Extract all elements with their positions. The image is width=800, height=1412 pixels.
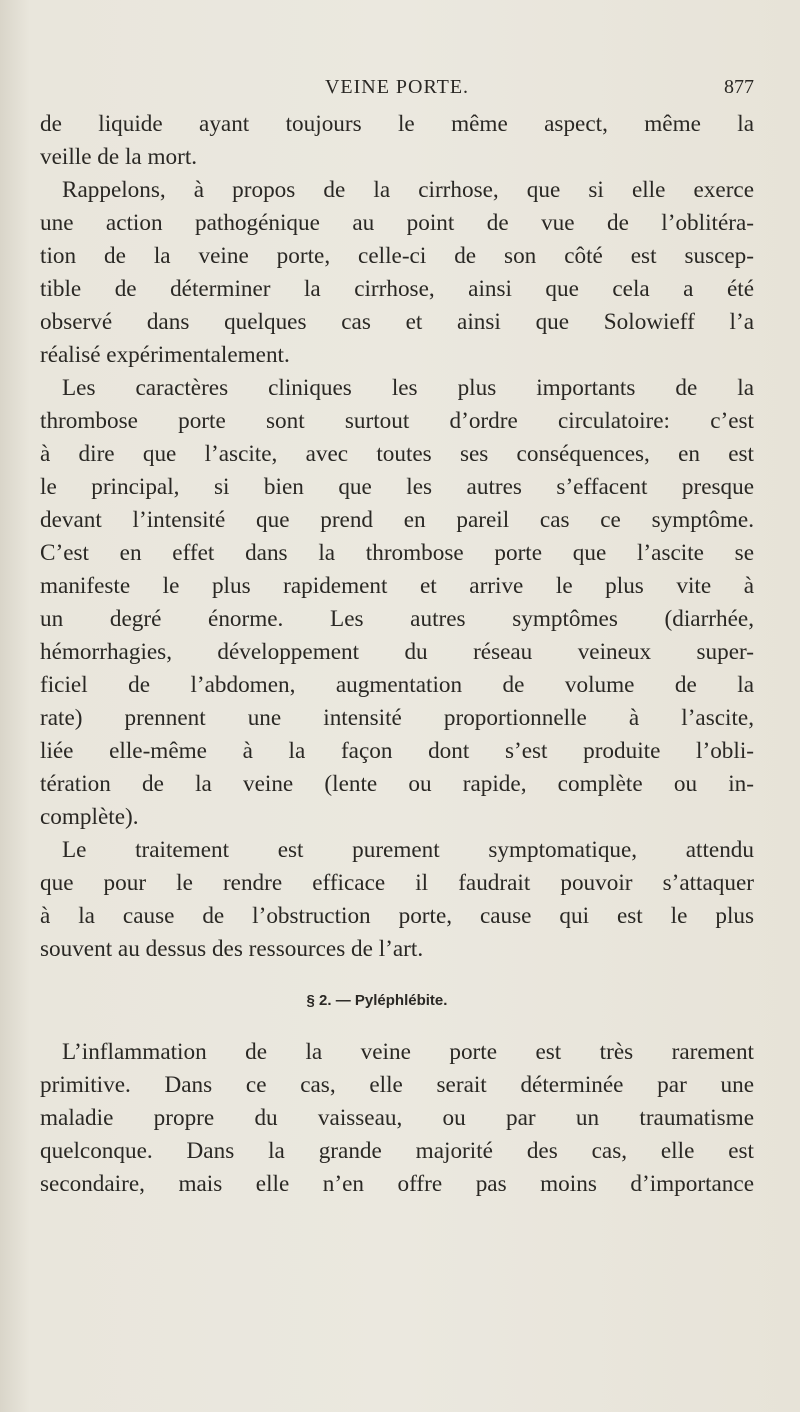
text-line: L’inflammation de la veine porte est très rarement (62, 1039, 754, 1065)
text-line: complète). (40, 804, 139, 830)
text-line: tération de la veine (lente ou rapide, complète ou in- (40, 771, 754, 797)
text-line: observé dans quelques cas et ainsi que Solowieff l’a (40, 309, 754, 335)
text-line: maladie propre du vaisseau, ou par un traumatisme (40, 1105, 754, 1131)
section-heading: § 2. — Pyléphlébite. (306, 992, 448, 1009)
text-line: tion de la veine porte, celle-ci de son côté est suscep- (40, 243, 754, 269)
text-line: une action pathogénique au point de vue de l’oblitéra- (40, 210, 754, 236)
text-line: ficiel de l’abdomen, augmentation de volume de la (40, 672, 754, 698)
text-line: manifeste le plus rapidement et arrive le plus vite à (40, 573, 754, 599)
text-line: rate) prennent une intensité proportionnelle à l’ascite, (40, 705, 754, 731)
text-line: veille de la mort. (40, 144, 198, 170)
text-line: tible de déterminer la cirrhose, ainsi que cela a été (40, 276, 754, 302)
text-line: thrombose porte sont surtout d’ordre circulatoire: c’est (40, 408, 754, 434)
text-line: à dire que l’ascite, avec toutes ses conséquences, en est (40, 441, 754, 467)
text-line: souvent au dessus des ressources de l’art. (40, 936, 424, 962)
text-line: primitive. Dans ce cas, elle serait déterminée par une (40, 1072, 754, 1098)
text-line: Rappelons, à propos de la cirrhose, que si elle exerce (62, 177, 754, 203)
text-line: Le traitement est purement symptomatique, attendu (62, 837, 754, 863)
text-line: réalisé expérimentalement. (40, 342, 290, 368)
text-line: liée elle-même à la façon dont s’est produite l’obli- (40, 738, 754, 764)
text-line: C’est en effet dans la thrombose porte que l’ascite se (40, 540, 754, 566)
text-line: quelconque. Dans la grande majorité des cas, elle est (40, 1138, 754, 1164)
text-line: Les caractères cliniques les plus importants de la (62, 375, 754, 401)
text-line: devant l’intensité que prend en pareil cas ce symptôme. (40, 507, 754, 533)
text-line: un degré énorme. Les autres symptômes (diarrhée, (40, 606, 754, 632)
text-line: hémorrhagies, développement du réseau veineux super- (40, 639, 754, 665)
running-title: VEINE PORTE. (324, 76, 470, 98)
text-line: de liquide ayant toujours le même aspect, même la (40, 111, 754, 137)
page-number: 877 (724, 76, 754, 98)
text-line: le principal, si bien que les autres s’effacent presque (40, 474, 754, 500)
page-header (40, 76, 754, 106)
text-line: à la cause de l’obstruction porte, cause qui est le plus (40, 903, 754, 929)
text-line: secondaire, mais elle n’en offre pas moins d’importance (40, 1171, 754, 1197)
text-line: que pour le rendre efficace il faudrait pouvoir s’attaquer (40, 870, 754, 896)
body-text (40, 108, 754, 1201)
